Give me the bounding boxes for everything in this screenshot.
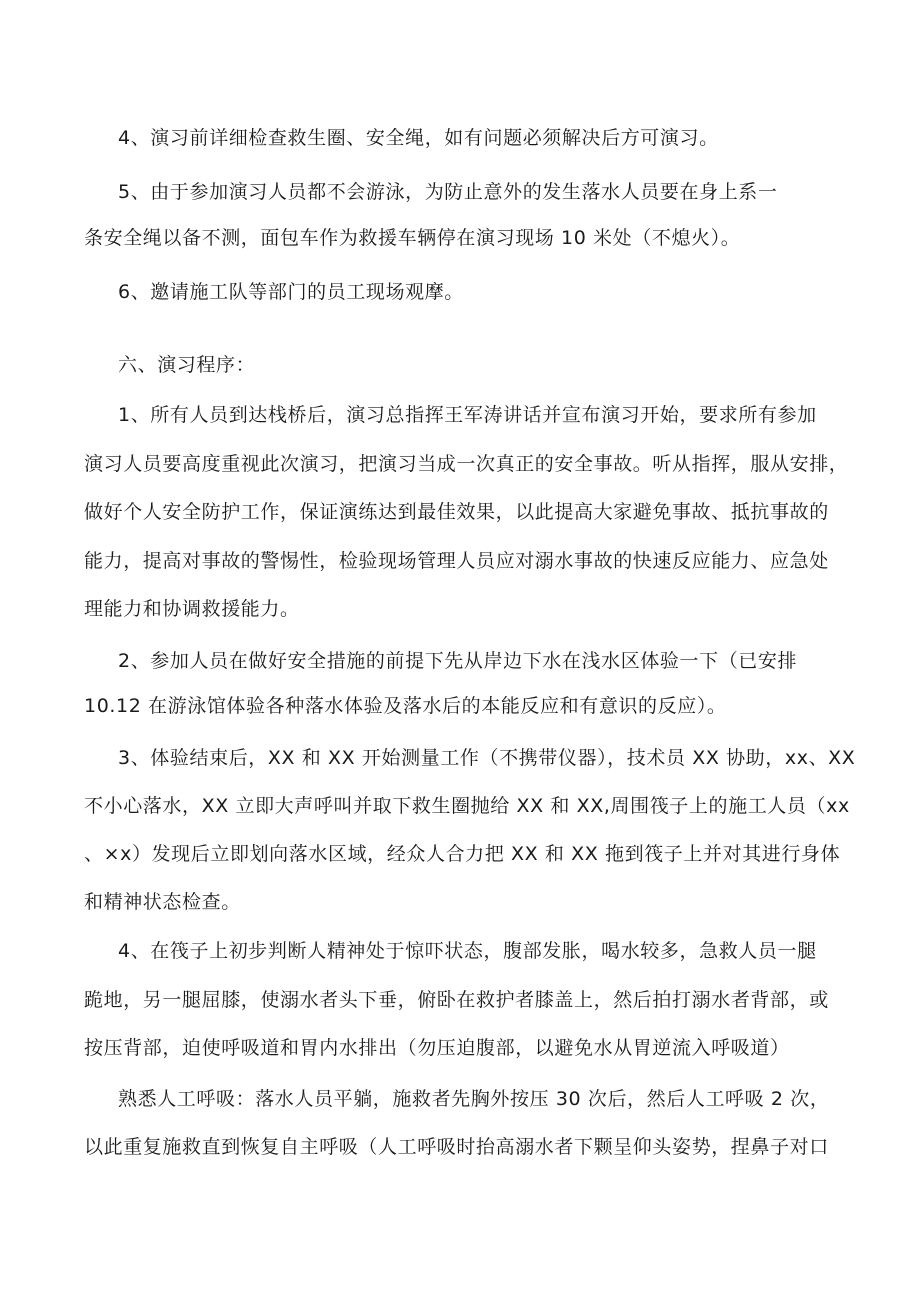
text-line: 和精神状态检查。 [84,891,241,913]
text-line: 不小心落水，XX 立即大声呼叫并取下救生圈抛给 XX 和 XX,周围筏子上的施工人员（xx [84,795,850,817]
text-line: 、×x）发现后立即划向落水区域，经众人合力把 XX 和 XX 拖到筏子上并对其进行身体 [84,843,841,865]
text-line: 2、参加人员在做好安全措施的前提下先从岸边下水在浅水区体验一下（已安排 [118,650,798,672]
text-line: 4、在筏子上初步判断人精神处于惊吓状态，腹部发胀，喝水较多，急救人员一腿 [118,940,817,962]
text-line: 条安全绳以备不测，面包车作为救援车辆停在演习现场 10 米处（不熄火）。 [84,227,741,249]
text-line: 熟悉人工呼吸：落水人员平躺，施救者先胸外按压 30 次后，然后人工呼吸 2 次， [118,1088,830,1110]
text-line: 5、由于参加演习人员都不会游泳，为防止意外的发生落水人员要在身上系一 [118,181,778,203]
text-line: 1、所有人员到达栈桥后，演习总指挥王军涛讲话并宣布演习开始，要求所有参加 [118,404,817,426]
text-line: 10.12 在游泳馆体验各种落水体验及落水后的本能反应和有意识的反应）。 [84,695,727,717]
text-line: 做好个人安全防护工作，保证演练达到最佳效果，以此提高大家避免事故、抵抗事故的 [84,501,829,523]
section-heading: 六、演习程序： [118,354,256,376]
text-line: 4、演习前详细检查救生圈、安全绳，如有问题必须解决后方可演习。 [118,127,719,149]
text-line: 跪地，另一腿屈膝，使溺水者头下垂，俯卧在救护者膝盖上，然后拍打溺水者背部，或 [84,989,829,1011]
text-line: 能力，提高对事故的警惕性，检验现场管理人员应对溺水事故的快速反应能力、应急处 [84,550,829,572]
text-line: 6、邀请施工队等部门的员工现场观摩。 [118,281,464,303]
text-line: 理能力和协调救援能力。 [84,598,300,620]
text-line: 以此重复施救直到恢复自主呼吸（人工呼吸时抬高溺水者下颗呈仰头姿势，捏鼻子对口 [84,1136,829,1158]
text-line: 按压背部，迫使呼吸道和胃内水排出（勿压迫腹部，以避免水从胃逆流入呼吸道） [84,1037,790,1059]
text-line: 演习人员要高度重视此次演习，把演习当成一次真正的安全事故。听从指挥，服从安排， [84,453,849,475]
text-line: 3、体验结束后，XX 和 XX 开始测量工作（不携带仪器），技术员 XX 协助，xx、XX [118,747,856,769]
